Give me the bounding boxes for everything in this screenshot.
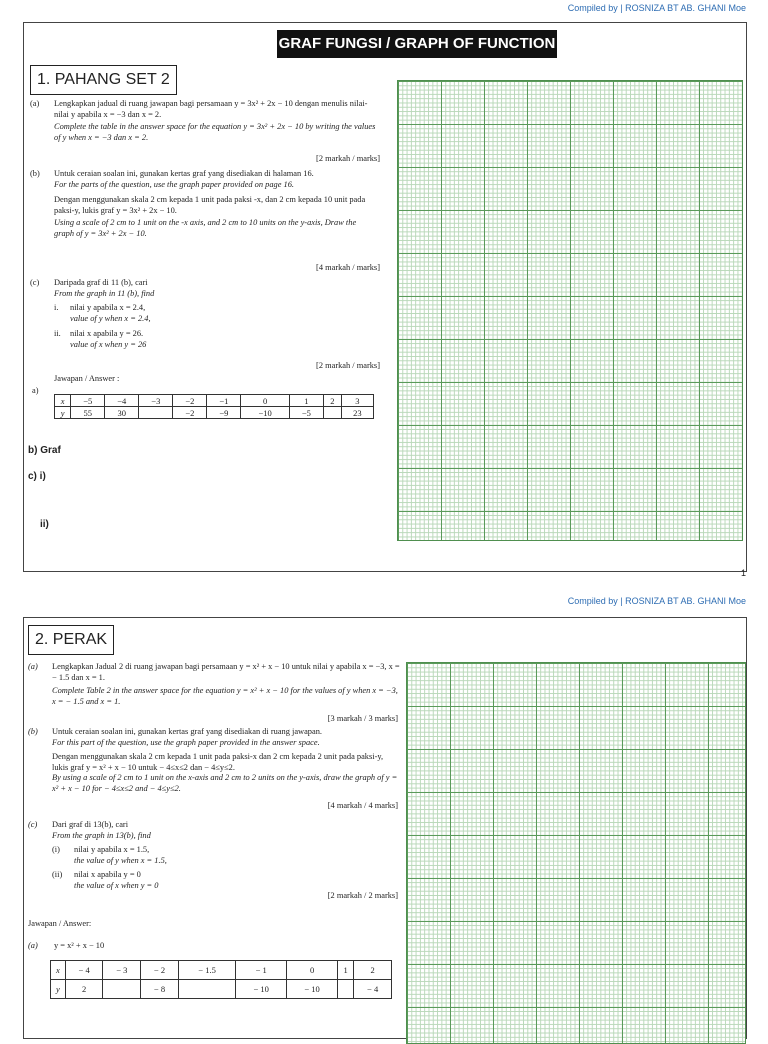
table-cell: 2 xyxy=(323,395,341,407)
table-cell: − 8 xyxy=(141,980,179,999)
answer-heading: Jawapan / Answer: xyxy=(28,919,92,928)
question-text-ms: Dengan menggunakan skala 2 cm kepada 1 unit pada paksi -x, dan 2 cm kepada 10 unit pada paksi-y, lukis graf y = 3x² + 2x − 10. xyxy=(54,195,366,215)
question-text-en: By using a scale of 2 cm to 1 unit on the x-axis and 2 cm to 2 units on the y-axis, draw the graph of y = x² + x − 10 for − 4≤x≤2 and − 4≤y≤2. xyxy=(52,773,398,793)
question-text-ms: Dari graf di 13(b), cari xyxy=(52,820,129,829)
table-cell: 2 xyxy=(65,980,103,999)
table-cell: x xyxy=(55,395,71,407)
question-text-ms: Dengan menggunakan skala 2 cm kepada 1 unit pada paksi-x dan 2 cm kepada 2 unit pada paksi-y, lukis graf y = x² + x − 10 untuk − 4≤x≤2 dan − 4≤y≤2. xyxy=(52,752,384,772)
table-cell: −2 xyxy=(173,407,207,419)
table-cell: − 10 xyxy=(287,980,338,999)
marks-b: [4 markah / 4 marks] xyxy=(327,801,398,810)
graph-paper xyxy=(397,80,743,541)
table-cell: − 4 xyxy=(65,961,103,980)
answer-b-label: b) Graf xyxy=(28,445,61,456)
table-cell: 0 xyxy=(241,395,289,407)
question-text-ms: Lengkapkan Jadual 2 di ruang jawapan bagi persamaan y = x² + x − 10 untuk nilai y apabila x = −3, x = − 1.5 dan x = 1. xyxy=(52,662,400,682)
table-cell: −1 xyxy=(207,395,241,407)
table-cell: 55 xyxy=(71,407,105,419)
table-cell: 30 xyxy=(105,407,139,419)
question-a xyxy=(30,99,378,143)
question-text-en: Complete the table in the answer space for the equation y = 3x² + 2x − 10 by writing the values of y when x = −3 dan x = 2. xyxy=(54,122,376,142)
marks-c: [2 markah / 2 marks] xyxy=(327,891,398,900)
table-cell: −5 xyxy=(289,407,323,419)
question-text-en: From the graph in 13(b), find xyxy=(52,830,151,840)
question-c xyxy=(30,278,378,350)
answer-equation: y = x² + x − 10 xyxy=(54,941,105,950)
section-heading: 1. PAHANG SET 2 xyxy=(30,65,177,95)
table-cell: − 10 xyxy=(236,980,287,999)
table-cell xyxy=(323,407,341,419)
table-cell: 1 xyxy=(289,395,323,407)
question-label: (b) xyxy=(28,727,38,736)
table-row-y xyxy=(51,980,392,999)
table-cell: −2 xyxy=(173,395,207,407)
question-text-en: the value of y when x = 1.5, xyxy=(74,855,167,865)
answer-a-label: a) xyxy=(32,386,39,395)
page-number: 1 xyxy=(740,568,746,578)
table-row-x xyxy=(51,961,392,980)
subquestion-label: i. xyxy=(54,303,59,312)
question-text-ms: Daripada graf di 11 (b), cari xyxy=(54,278,148,287)
marks-b: [4 markah / marks] xyxy=(316,263,380,272)
table-row-y xyxy=(55,407,374,419)
question-text-en: For the parts of the question, use the graph paper provided on page 16. xyxy=(54,179,294,189)
question-b xyxy=(30,169,378,239)
question-text-ms: nilai y apabila x = 2.4, xyxy=(70,303,146,312)
table-cell: 2 xyxy=(354,961,392,980)
answer-heading: Jawapan / Answer : xyxy=(54,374,120,383)
table-cell: −5 xyxy=(71,395,105,407)
section-heading: 2. PERAK xyxy=(28,625,114,655)
marks-a: [3 markah / 3 marks] xyxy=(327,714,398,723)
table-cell: 0 xyxy=(287,961,338,980)
question-b xyxy=(28,727,400,794)
table-cell: − 2 xyxy=(141,961,179,980)
question-a xyxy=(28,662,400,707)
table-cell: − 1.5 xyxy=(178,961,235,980)
table-cell: −4 xyxy=(105,395,139,407)
question-c xyxy=(28,820,400,891)
question-text-en: For this part of the question, use the graph paper provided in the answer space. xyxy=(52,737,320,747)
question-text-en: Using a scale of 2 cm to 1 unit on the -x axis, and 2 cm to 10 units on the y-axis, Draw the graph of y = 3x² + 2x − 10. xyxy=(54,218,357,238)
table-cell xyxy=(103,980,141,999)
question-text-ms: Untuk ceraian soalan ini, gunakan kertas graf yang disediakan di halaman 16. xyxy=(54,169,314,178)
worksheet-page-2 xyxy=(23,617,747,1039)
question-text-ms: nilai y apabila x = 1.5, xyxy=(74,845,150,854)
table-cell: − 1 xyxy=(236,961,287,980)
subquestion-label: (ii) xyxy=(52,870,63,879)
table-cell xyxy=(337,980,353,999)
table-cell: − 3 xyxy=(103,961,141,980)
question-label: (c) xyxy=(28,820,38,829)
answer-table xyxy=(54,394,374,419)
question-text-en: value of x when y = 26 xyxy=(70,339,147,349)
table-cell xyxy=(178,980,235,999)
question-label: (c) xyxy=(30,278,40,287)
question-text-en: value of y when x = 2.4, xyxy=(70,313,151,323)
table-cell: −10 xyxy=(241,407,289,419)
question-text-ms: nilai x apabila y = 0 xyxy=(74,870,141,879)
question-text-ms: nilai x apabila y = 26. xyxy=(70,329,144,338)
question-text-ms: Untuk ceraian soalan ini, gunakan kertas graf yang disediakan di ruang jawapan. xyxy=(52,727,322,736)
answer-cii-label: ii) xyxy=(40,519,49,530)
worksheet-page-1 xyxy=(23,22,747,572)
table-cell: 3 xyxy=(341,395,373,407)
table-cell: − 4 xyxy=(354,980,392,999)
table-row-x xyxy=(55,395,374,407)
graph-paper xyxy=(406,662,746,1044)
table-cell: y xyxy=(55,407,71,419)
answer-a-label: (a) xyxy=(28,941,38,950)
question-text-en: Complete Table 2 in the answer space for the equation y = x² + x − 10 for the values of y when x = −3, x = − 1.5 and x = 1. xyxy=(52,686,398,706)
answer-ci-label: c) i) xyxy=(28,471,46,482)
page-title: GRAF FUNGSI / GRAPH OF FUNCTION xyxy=(277,30,557,58)
table-cell: 23 xyxy=(341,407,373,419)
compiled-by-header: Compiled by | ROSNIZA BT AB. GHANI Moe xyxy=(567,3,746,13)
question-label: (a) xyxy=(28,662,38,671)
answer-table xyxy=(50,960,392,999)
question-text-en: the value of x when y = 0 xyxy=(74,880,159,890)
table-cell: −9 xyxy=(207,407,241,419)
table-cell xyxy=(139,407,173,419)
compiled-by-header: Compiled by | ROSNIZA BT AB. GHANI Moe xyxy=(567,596,746,606)
table-cell: 1 xyxy=(337,961,353,980)
marks-a: [2 markah / marks] xyxy=(316,154,380,163)
question-text-ms: Lengkapkan jadual di ruang jawapan bagi persamaan y = 3x² + 2x − 10 dengan menulis nilai-nilai y apabila x = −3 dan x = 2. xyxy=(54,99,368,119)
subquestion-label: (i) xyxy=(52,845,60,854)
question-label: (a) xyxy=(30,99,40,108)
subquestion-label: ii. xyxy=(54,329,61,338)
marks-c: [2 markah / marks] xyxy=(316,361,380,370)
table-cell: −3 xyxy=(139,395,173,407)
table-cell: x xyxy=(51,961,66,980)
table-cell: y xyxy=(51,980,66,999)
question-label: (b) xyxy=(30,169,40,178)
question-text-en: From the graph in 11 (b), find xyxy=(54,288,155,298)
